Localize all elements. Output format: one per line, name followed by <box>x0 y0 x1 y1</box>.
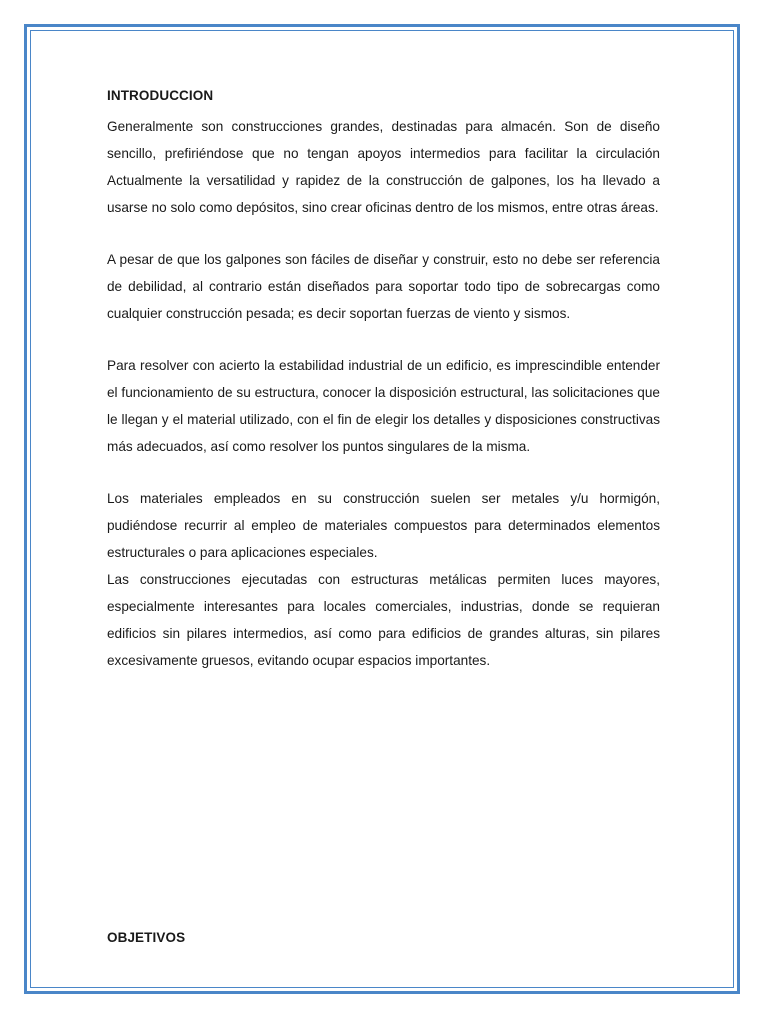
section-heading-introduccion: INTRODUCCION <box>107 88 214 103</box>
paragraph-4: Los materiales empleados en su construcción suelen ser metales y/u hormigón, pudiéndose recurrir al empleo de materiales compuestos para determinados elementos estructurales o para aplicaciones especiales. <box>107 491 660 560</box>
paragraph-3: Para resolver con acierto la estabilidad industrial de un edificio, es imprescindible entender el funcionamiento de su estructura, conocer la disposición estructural, las solicitaciones que le llegan y el material utilizado, con el fin de elegir los detalles y disposiciones constructivas más adecuados, así como resolver los puntos singulares de la misma. <box>107 358 660 454</box>
paragraph-2: A pesar de que los galpones son fáciles de diseñar y construir, esto no debe ser referencia de debilidad, al contrario están diseñados para soportar todo tipo de sobrecargas como cualquier construcción pesada; es decir soportan fuerzas de viento y sismos. <box>107 252 660 321</box>
paragraph-1: Generalmente son construcciones grandes, destinadas para almacén. Son de diseño sencillo, prefiriéndose que no tengan apoyos intermedios para facilitar la circulación Actualmente la versatilidad y rapidez de la construcción de galpones, los ha llevado a usarse no solo como depósitos, sino crear oficinas dentro de los mismos, entre otras áreas. <box>107 119 660 215</box>
section-heading-objetivos: OBJETIVOS <box>107 930 186 945</box>
document-body <box>107 88 660 674</box>
paragraph-5: Las construcciones ejecutadas con estructuras metálicas permiten luces mayores, especialmente interesantes para locales comerciales, industrias, donde se requieran edificios sin pilares intermedios, así como para edificios de grandes alturas, sin pilares excesivamente gruesos, evitando ocupar espacios importantes. <box>107 572 660 668</box>
